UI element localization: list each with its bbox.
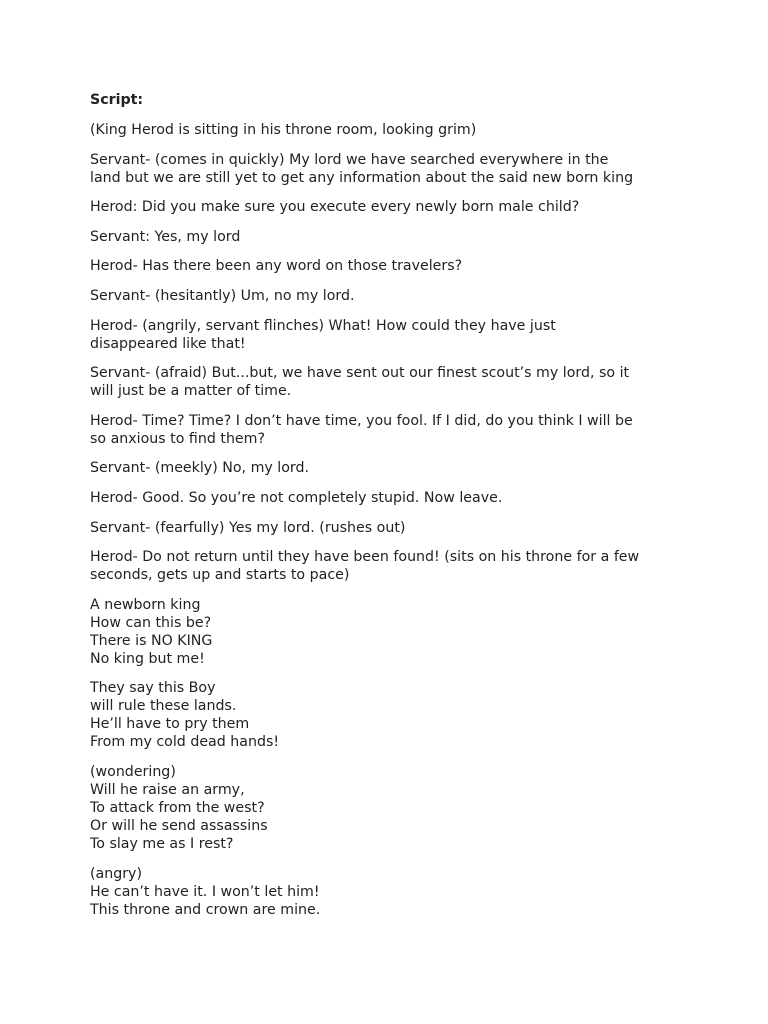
script-line: This throne and crown are mine. (90, 901, 321, 918)
script-line: Herod: Did you make sure you execute every newly born male child? (90, 199, 580, 216)
script-paragraph (90, 763, 690, 853)
script-line: They say this Boy (90, 680, 216, 697)
script-line: Servant: Yes, my lord (90, 228, 241, 245)
script-paragraph (90, 412, 690, 448)
script-line: Herod- Do not return until they have been found! (sits on his throne for a few (90, 549, 640, 566)
script-line: (King Herod is sitting in his throne room, looking grim) (90, 122, 477, 138)
script-line: From my cold dead hands! (90, 734, 280, 751)
script-line: will rule these lands. (90, 698, 237, 715)
script-line: Herod- Has there been any word on those travelers? (90, 258, 463, 275)
script-line: disappeared like that! (90, 335, 246, 352)
script-line: so anxious to find them? (90, 430, 266, 447)
script-line: Will he raise an army, (90, 781, 245, 798)
script-line: (wondering) (90, 763, 176, 780)
script-line: land but we are still yet to get any information about the said new born king (90, 169, 634, 186)
script-paragraph (90, 459, 690, 477)
script-heading: Script: (90, 92, 144, 108)
script-line: There is NO KING (90, 632, 213, 649)
script-line: A newborn king (90, 596, 201, 613)
script-document (90, 91, 690, 930)
script-paragraph (90, 287, 690, 305)
script-paragraph (90, 228, 690, 246)
script-line: Herod- Good. So you’re not completely stupid. Now leave. (90, 489, 503, 506)
script-paragraph (90, 364, 690, 400)
script-line: (angry) (90, 865, 142, 882)
script-paragraph (90, 121, 690, 139)
script-line: No king but me! (90, 650, 205, 667)
script-line: Servant- (fearfully) Yes my lord. (rushes out) (90, 519, 406, 536)
script-paragraph (90, 519, 690, 537)
script-paragraph (90, 198, 690, 216)
script-paragraph (90, 679, 690, 751)
script-line: will just be a matter of time. (90, 383, 292, 400)
script-line: Herod- (angrily, servant flinches) What! How could they have just (90, 317, 556, 334)
script-line: He can’t have it. I won’t let him! (90, 883, 320, 900)
script-line: Or will he send assassins (90, 817, 268, 834)
script-line: Servant- (afraid) But...but, we have sent out our finest scout’s my lord, so it (90, 365, 630, 382)
script-paragraph (90, 596, 690, 668)
script-line: seconds, gets up and starts to pace) (90, 567, 350, 584)
script-paragraph (90, 865, 690, 919)
script-line: To slay me as I rest? (90, 835, 234, 852)
script-paragraph (90, 317, 690, 353)
script-line: Servant- (hesitantly) Um, no my lord. (90, 287, 355, 304)
script-line: To attack from the west? (90, 799, 265, 816)
script-paragraph (90, 151, 690, 187)
script-line: He’ll have to pry them (90, 716, 250, 733)
script-paragraph (90, 257, 690, 275)
script-line: Servant- (comes in quickly) My lord we have searched everywhere in the (90, 151, 609, 168)
script-line: Servant- (meekly) No, my lord. (90, 460, 310, 477)
script-paragraph (90, 489, 690, 507)
script-body (90, 121, 690, 919)
script-paragraph (90, 548, 690, 584)
script-line: Herod- Time? Time? I don’t have time, you fool. If I did, do you think I will be (90, 412, 633, 429)
script-line: How can this be? (90, 614, 212, 631)
